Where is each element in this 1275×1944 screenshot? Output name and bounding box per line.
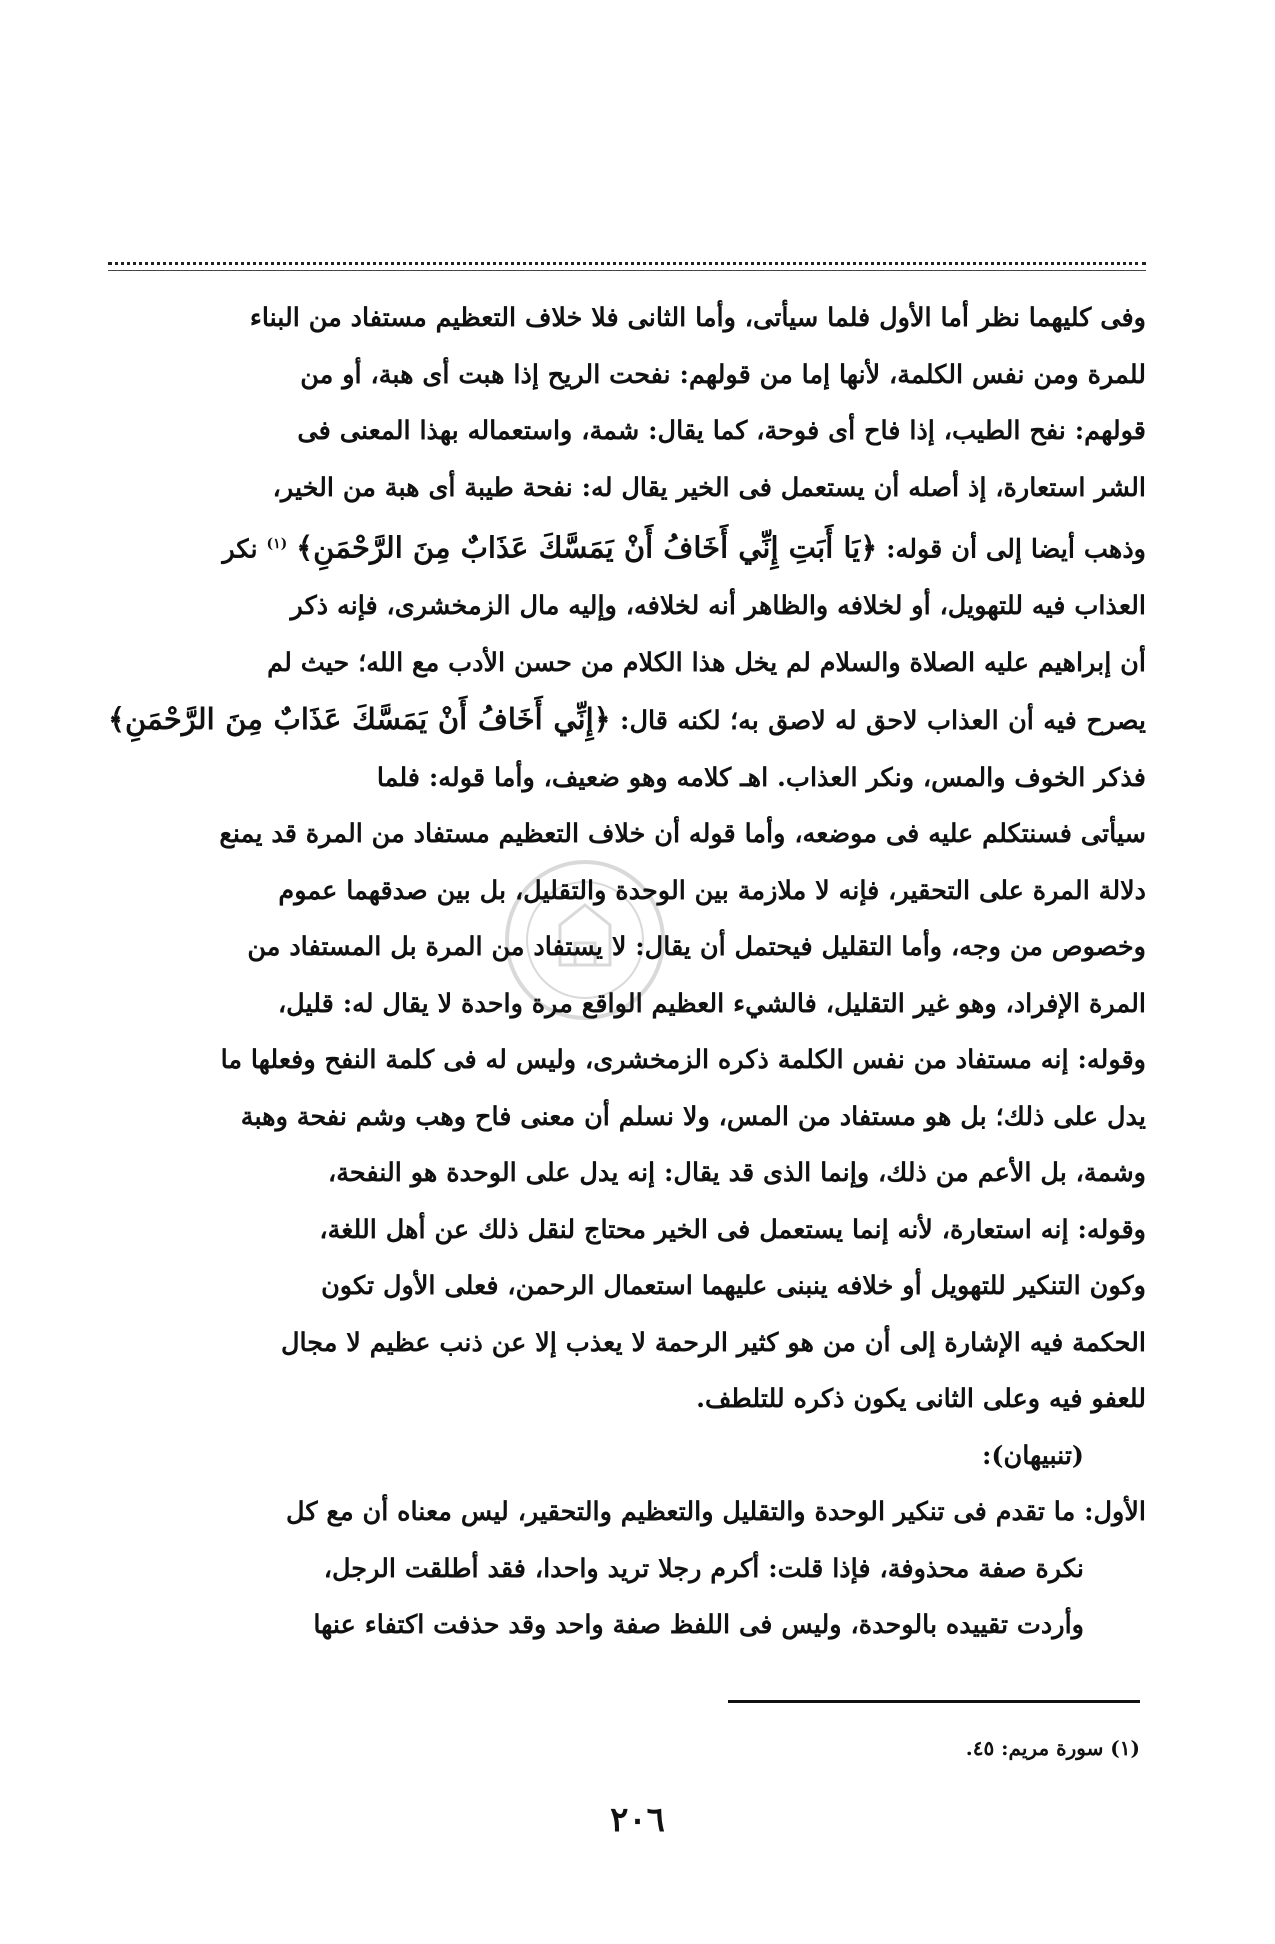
text-line: للعفو فيه وعلى الثانى يكون ذكره للتلطف. [696, 1384, 1146, 1414]
text-line: وأردت تقييده بالوحدة، وليس فى اللفظ صفة واحد وقد حذفت اكتفاء عنها [313, 1610, 1084, 1640]
text-segment: ما تقدم فى تنكير الوحدة والتقليل والتعظيم والتحقير، ليس معناه أن مع كل [286, 1497, 1085, 1527]
main-text [108, 290, 1146, 1654]
text-line: سيأتى فسنتكلم عليه فى موضعه، وأما قوله أن خلاف التعظيم مستفاد من المرة قد يمنع [219, 819, 1146, 849]
text-line: نكرة صفة محذوفة، فإذا قلت: أكرم رجلا تريد واحدا، فقد أطلقت الرجل، [323, 1553, 1084, 1584]
item-label: الأول: [1084, 1497, 1146, 1527]
quran-verse: ﴿إِنِّي أَخَافُ أَنْ يَمَسَّكَ عَذَابٌ مِنَ الرَّحْمَنِ﴾ [108, 702, 611, 736]
text-line: وفى كليهما نظر أما الأول فلما سيأتى، وأما الثانى فلا خلاف التعظيم مستفاد من البناء [249, 303, 1146, 333]
text-line: وخصوص من وجه، وأما التقليل فيحتمل أن يقال: لا يستفاد من المرة بل المستفاد من [247, 932, 1146, 962]
text-segment: وذهب أيضا إلى أن قوله: [877, 534, 1146, 565]
section-heading: (تنبيهان): [982, 1440, 1084, 1471]
text-line: أن إبراهيم عليه الصلاة والسلام لم يخل هذا الكلام من حسن الأدب مع الله؛ حيث لم [267, 647, 1146, 678]
text-line: وشمة، بل الأعم من ذلك، وإنما الذى قد يقال: إنه يدل على الوحدة هو النفحة، [328, 1158, 1146, 1188]
text-line: وكون التنكير للتهويل أو خلافه ينبنى عليهما استعمال الرحمن، فعلى الأول تكون [321, 1271, 1146, 1301]
text-line [108, 691, 1146, 806]
text-line: العذاب فيه للتهويل، أو لخلافه والظاهر أنه لخلافه، وإليه مال الزمخشرى، فإنه ذكر [290, 591, 1146, 621]
text-segment: يصرح فيه أن العذاب لاحق له لاصق به؛ لكنه قال: [610, 706, 1147, 736]
footnote-marker: (١) [266, 536, 288, 552]
text-line: وقوله: إنه مستفاد من نفس الكلمة ذكره الزمخشرى، وليس له فى كلمة النفح وفعلها ما [220, 1045, 1146, 1075]
header-dotted-rule [108, 262, 1146, 265]
text-line: للمرة ومن نفس الكلمة، لأنها إما من قولهم: نفحت الريح إذا هبت أى هبة، أو من [300, 359, 1146, 390]
text-line: الشر استعارة، إذ أصله أن يستعمل فى الخير يقال له: نفحة طيبة أى هبة من الخير، [272, 472, 1146, 503]
text-segment: فذكر الخوف والمس، ونكر العذاب. اهـ كلامه وهو ضعيف، وأما قوله: فلما [376, 762, 1146, 793]
text-line: يدل على ذلك؛ بل هو مستفاد من المس، ولا نسلم أن معنى فاح وهب وشم نفحة وهبة [240, 1101, 1146, 1132]
text-line: المرة الإفراد، وهو غير التقليل، فالشيء العظيم الواقع مرة واحدة لا يقال له: قليل، [277, 988, 1146, 1019]
footnote: (١) سورة مريم: ٤٥. [965, 1736, 1140, 1760]
text-line: وقوله: إنه استعارة، لأنه إنما يستعمل فى الخير محتاج لنقل ذلك عن أهل اللغة، [319, 1214, 1146, 1245]
header-thin-rule [108, 270, 1146, 271]
text-segment: نكر [222, 534, 258, 565]
page-number: ٢٠٦ [610, 1800, 665, 1840]
text-line: قولهم: نفح الطيب، إذا فاح أى فوحة، كما يقال: شمة، واستعماله بهذا المعنى فى [297, 416, 1146, 446]
footnote-separator [728, 1700, 1140, 1703]
text-line [108, 516, 1146, 578]
text-line: الحكمة فيه الإشارة إلى أن من هو كثير الرحمة لا يعذب إلا عن ذنب عظيم لا مجال [281, 1327, 1146, 1358]
quran-verse: ﴿يَا أَبَتِ إِنِّي أَخَافُ أَنْ يَمَسَّكَ عَذَابٌ مِنَ الرَّحْمَنِ﴾ [296, 530, 878, 565]
text-line: دلالة المرة على التحقير، فإنه لا ملازمة بين الوحدة والتقليل، بل بين صدقهما عموم [278, 875, 1146, 906]
text-line [108, 1484, 1146, 1541]
